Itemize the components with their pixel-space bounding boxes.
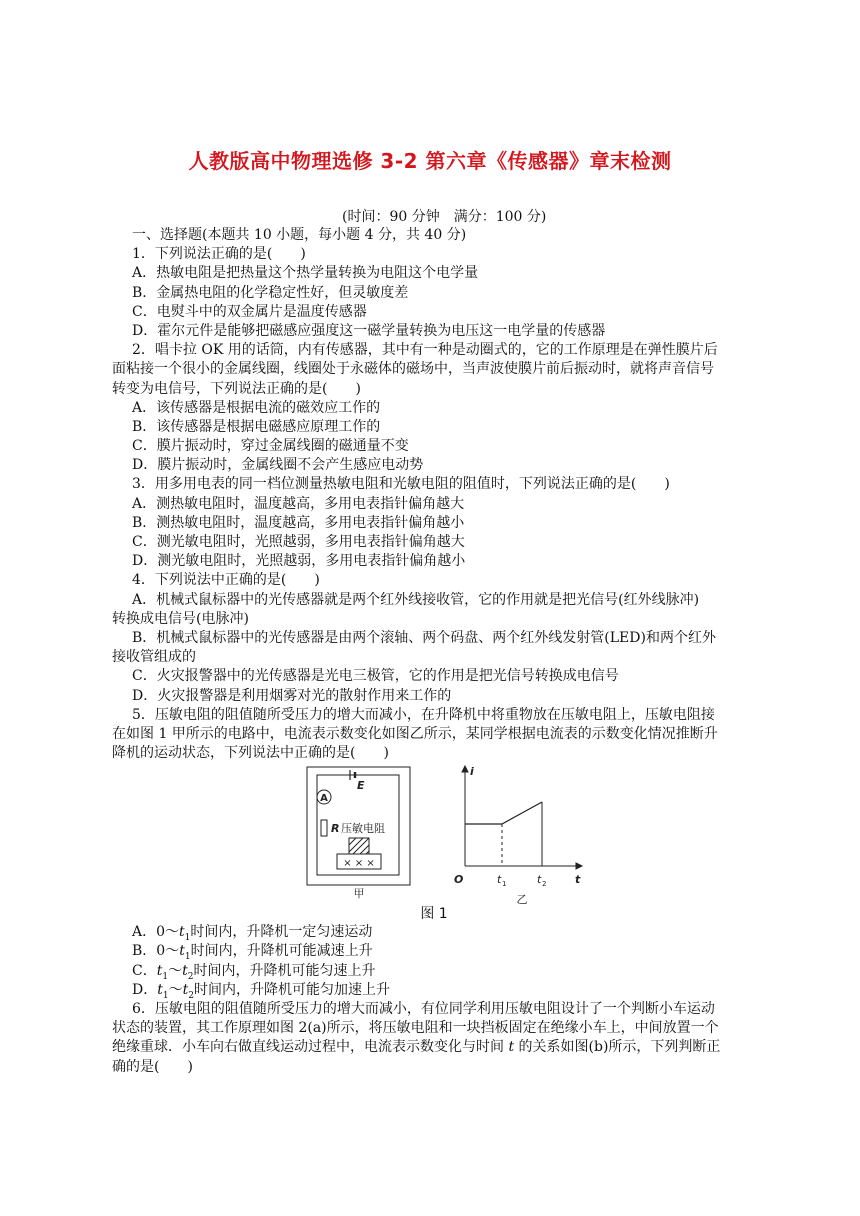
q3-stem: 3．用多用电表的同一档位测量热敏电阻和光敏电阻的阻值时，下列说法正确的是( ) (132, 476, 670, 493)
x-axis-arrow (576, 863, 582, 869)
tilde: ～ (168, 981, 183, 998)
exam-meta: (时间：90 分钟 满分：100 分) (342, 209, 547, 225)
q1-stem: 1．下列说法正确的是( ) (132, 246, 306, 263)
q1-option-b: B．金属热电阻的化学稳定性好，但灵敏度差 (132, 284, 409, 301)
q5-stem-line1: 5．压敏电阻的阻值随所受压力的增大而减小，在升降机中将重物放在压敏电阻上，压敏电阻接 (132, 706, 715, 723)
q5-option-c-text: 时间内，升降机可能匀速上升 (193, 962, 376, 979)
q4-stem: 4．下列说法中正确的是( ) (132, 572, 320, 589)
var-t: t (508, 1039, 515, 1056)
q5-option-d-letter: D． (132, 981, 158, 998)
var-t: t (182, 962, 188, 979)
q5-option-c (112, 962, 757, 981)
section-heading: 一、选择题(本题共 10 小题，每小题 4 分，共 40 分) (132, 227, 467, 243)
ammeter-label: A (320, 793, 328, 805)
figure-left-label: 甲 (353, 887, 365, 901)
resistor-r-label: R (331, 822, 340, 836)
tick-t2: t (537, 873, 542, 887)
q6-stem-line3-pre: 绝缘重球．小车向右做直线运动过程中，电流表示数变化与时间 (112, 1039, 509, 1056)
q2-stem-line1: 2．唱卡拉 OK 用的话筒，内有传感器，其中有一种是动圈式的，它的工作原理是在弹性膜片后 (132, 342, 718, 359)
q5-stem-line2: 在如图 1 甲所示的电路中，电流表示数变化如图乙所示，某同学根据电流表的示数变化情况推断升 (112, 725, 718, 742)
sub-1: 1 (184, 952, 191, 963)
tick-t1: t (497, 873, 502, 887)
q5-option-d (112, 981, 757, 1000)
q2-stem-line3: 转变为电信号，下列说法正确的是( ) (112, 380, 361, 397)
q5-option-a-text: 时间内，升降机一定匀速运动 (190, 924, 373, 941)
var-t: t (182, 981, 189, 998)
q5-option-b-text: 时间内，升降机可能减速上升 (190, 943, 373, 960)
q5-option-c-letter: C． (132, 962, 157, 979)
q6-stem-line4: 确的是( ) (112, 1058, 193, 1075)
q6-stem-line3-post: 的关系如图(b)所示，下列判断正 (514, 1039, 721, 1056)
origin-label: O (454, 873, 464, 887)
q2-option-c: C．膜片振动时，穿过金属线圈的磁通量不变 (132, 438, 409, 455)
q4-option-d: D．火灾报警器是利用烟雾对光的散射作用来工作的 (132, 687, 452, 704)
q5-option-a (112, 923, 757, 942)
q1-option-c: C．电熨斗中的双金属片是温度传感器 (132, 303, 367, 320)
document-title: 人教版高中物理选修 3-2 第六章《传感器》章末检测 (188, 149, 672, 173)
x-axis-label: t (575, 873, 581, 887)
sub-1: 1 (162, 971, 169, 982)
q1-option-a: A．热敏电阻是把热量这个热学量转换为电阻这个电学量 (132, 265, 479, 282)
q4-option-a-line1: A．机械式鼠标器中的光传感器就是两个红外线接收管，它的作用就是把光信号(红外线脉冲) (132, 591, 700, 608)
q5-option-b-prefix: B．0～ (132, 943, 180, 960)
q6-stem-line1: 6．压敏电阻的阻值随所受压力的增大而减小，有位同学利用压敏电阻设计了一个判断小车运动 (132, 1001, 715, 1017)
sub-2: 2 (187, 971, 194, 982)
var-t: t (156, 962, 163, 979)
emf-label: E (357, 779, 365, 793)
sub-2: 2 (188, 990, 194, 1001)
figure-caption: 图 1 (420, 906, 448, 923)
q5-stem-line3: 降机的运动状态，下列说法中正确的是( ) (112, 745, 389, 762)
document-body (112, 226, 757, 1077)
q4-option-b-line1: B．机械式鼠标器中的光传感器是由两个滚轴、两个码盘、两个红外线发射管(LED)和两个红外 (132, 629, 716, 646)
var-t: t (179, 943, 185, 960)
q3-option-b: B．测热敏电阻时，温度越高，多用电表指针偏角越小 (132, 514, 465, 531)
q3-option-a: A．测热敏电阻时，温度越高，多用电表指针偏角越大 (132, 495, 465, 512)
resistor-symbol (321, 820, 327, 836)
q3-option-c: C．测光敏电阻时，光照越弱，多用电表指针偏角越大 (132, 534, 465, 550)
current-curve (465, 802, 542, 824)
q2-option-a: A．该传感器是根据电流的磁效应工作的 (132, 399, 381, 416)
q1-option-d: D．霍尔元件是能够把磁感应强度这一磁学量转换为电压这一电学量的传感器 (132, 322, 606, 339)
q2-option-d: D．膜片振动时，金属线圈不会产生感应电动势 (132, 457, 424, 474)
q4-option-a-line2: 转换成电信号(电脉冲) (112, 610, 249, 627)
resistor-text-label: 压敏电阻 (341, 822, 385, 836)
sub-1: 1 (162, 990, 169, 1001)
q6-stem-line2: 状态的装置，其工作原理如图 2(a)所示，将压敏电阻和一块挡板固定在绝缘小车上，中间放置一个 (112, 1020, 719, 1037)
tick-t1-sub: 1 (502, 880, 507, 889)
var-t: t (157, 981, 163, 998)
sub-1: 1 (184, 933, 191, 944)
q4-option-c: C．火灾报警器中的光传感器是光电三极管，它的作用是把光信号转换成电信号 (132, 668, 619, 685)
figure-right-label: 乙 (516, 893, 528, 907)
y-axis-label: i (470, 765, 474, 779)
y-axis-arrow (462, 766, 468, 772)
tick-t2-sub: 2 (542, 880, 547, 889)
figure-1 (112, 763, 757, 923)
tilde: ～ (168, 962, 183, 979)
crosses-label: × × × (343, 858, 375, 870)
q5-option-a-prefix: A．0～ (132, 924, 180, 941)
q3-option-d: D．测光敏电阻时，光照越弱，多用电表指针偏角越小 (132, 553, 466, 570)
var-t: t (179, 924, 185, 941)
q2-stem-line2: 面粘接一个很小的金属线圈，线圈处于永磁体的磁场中，当声波使膜片前后振动时，就将声音信号 (112, 361, 714, 378)
q5-option-b (112, 942, 757, 961)
q5-option-d-text: 时间内，升降机可能匀加速上升 (193, 981, 390, 998)
q2-option-b: B．该传感器是根据电磁感应原理工作的 (132, 418, 381, 435)
q4-option-b-line2: 接收管组成的 (112, 649, 196, 666)
current-time-graph (462, 766, 582, 869)
figure-1-drawing (112, 763, 757, 923)
q6-stem-line3 (112, 1038, 757, 1057)
